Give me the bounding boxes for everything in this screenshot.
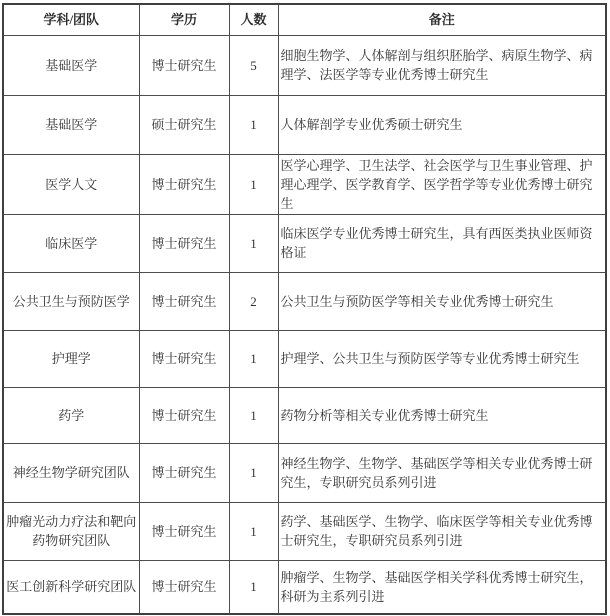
table-row (3, 560, 606, 614)
cell-discipline: 基础医学 (3, 95, 139, 154)
cell-degree: 博士研究生 (139, 272, 229, 330)
cell-discipline: 基础医学 (3, 35, 139, 95)
header-cell-discipline: 学科/团队 (3, 4, 139, 35)
cell-count: 1 (229, 443, 278, 502)
cell-count: 1 (229, 214, 278, 272)
table-row (3, 214, 606, 272)
cell-discipline: 药学 (3, 387, 139, 443)
cell-remark: 公共卫生与预防医学等相关专业优秀博士研究生 (278, 272, 606, 330)
cell-degree: 博士研究生 (139, 502, 229, 560)
cell-count: 5 (229, 35, 278, 95)
table-row (3, 330, 606, 387)
cell-remark: 药物分析等相关专业优秀博士研究生 (278, 387, 606, 443)
cell-remark: 医学心理学、卫生法学、社会医学与卫生事业管理、护理心理学、医学教育学、医学哲学等专业优秀博士研究生 (278, 154, 606, 214)
cell-degree: 硕士研究生 (139, 95, 229, 154)
table-row (3, 35, 606, 95)
cell-remark: 药学、基础医学、生物学、临床医学等相关专业优秀博士研究生，专职研究员系列引进 (278, 502, 606, 560)
cell-degree: 博士研究生 (139, 387, 229, 443)
cell-remark: 临床医学专业优秀博士研究生，具有西医类执业医师资格证 (278, 214, 606, 272)
cell-remark: 人体解剖学专业优秀硕士研究生 (278, 95, 606, 154)
cell-count: 1 (229, 330, 278, 387)
table-row (3, 502, 606, 560)
cell-remark: 细胞生物学、人体解剖与组织胚胎学、病原生物学、病理学、法医学等专业优秀博士研究生 (278, 35, 606, 95)
header-cell-remark: 备注 (278, 4, 606, 35)
cell-degree: 博士研究生 (139, 35, 229, 95)
header-cell-degree: 学历 (139, 4, 229, 35)
cell-discipline: 神经生物学研究团队 (3, 443, 139, 502)
cell-remark: 肿瘤学、生物学、基础医学相关学科优秀博士研究生，科研为主系列引进 (278, 560, 606, 614)
cell-discipline: 医学人文 (3, 154, 139, 214)
cell-count: 1 (229, 95, 278, 154)
header-cell-count: 人数 (229, 4, 278, 35)
cell-discipline: 肿瘤光动力疗法和靶向药物研究团队 (3, 502, 139, 560)
cell-remark: 神经生物学、生物学、基础医学等相关专业优秀博士研究生，专职研究员系列引进 (278, 443, 606, 502)
cell-remark: 护理学、公共卫生与预防医学等专业优秀博士研究生 (278, 330, 606, 387)
header-row (3, 4, 606, 35)
recruitment-table-container (2, 3, 607, 615)
cell-degree: 博士研究生 (139, 443, 229, 502)
table-row (3, 95, 606, 154)
table-row (3, 387, 606, 443)
cell-discipline: 医工创新科学研究团队 (3, 560, 139, 614)
cell-discipline: 护理学 (3, 330, 139, 387)
recruitment-table (2, 3, 607, 615)
cell-discipline: 临床医学 (3, 214, 139, 272)
cell-count: 1 (229, 502, 278, 560)
cell-degree: 博士研究生 (139, 154, 229, 214)
cell-degree: 博士研究生 (139, 214, 229, 272)
cell-degree: 博士研究生 (139, 560, 229, 614)
cell-count: 1 (229, 560, 278, 614)
cell-discipline: 公共卫生与预防医学 (3, 272, 139, 330)
table-row (3, 154, 606, 214)
cell-degree: 博士研究生 (139, 330, 229, 387)
table-row (3, 443, 606, 502)
cell-count: 1 (229, 154, 278, 214)
cell-count: 1 (229, 387, 278, 443)
cell-count: 2 (229, 272, 278, 330)
table-row (3, 272, 606, 330)
